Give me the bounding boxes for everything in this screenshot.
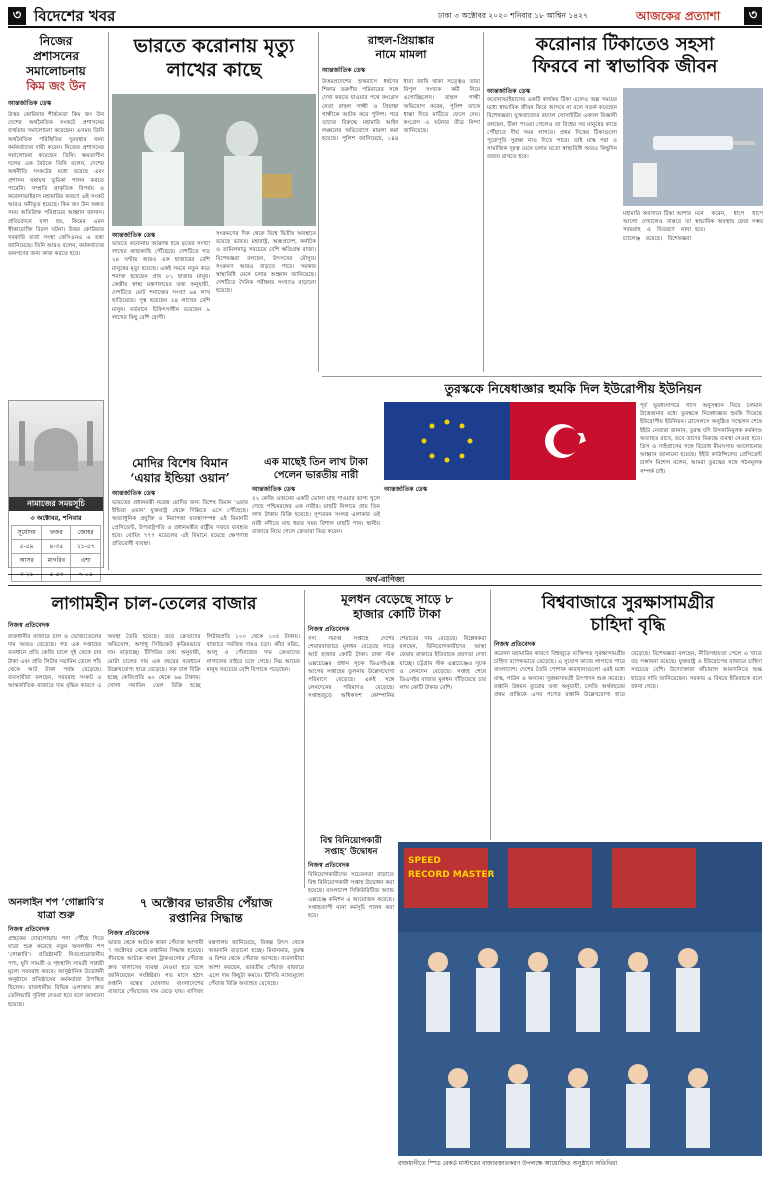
india-headline-1: ভারতে করোনায় মৃত্যু [133,35,295,57]
ad-text-record-master: RECORD MASTER [408,870,495,880]
capital-story [308,592,486,832]
investor-byline: নিজস্ব প্রতিবেদক [308,862,350,869]
ad-text-speed: SPEED [408,856,441,866]
prayer-times-box [8,400,104,578]
vaccine-byline: আন্তর্জাতিক ডেস্ক [487,88,531,95]
investor-story [308,836,394,1186]
rice-headline: লাগামহীন চাল-তেলের বাজার [51,594,257,614]
prayer-cell: সূর্যোদয় [12,526,42,540]
kim-body: উত্তর কোরিয়ার শীর্ষনেতা কিম জং উন দেশের অর্থনৈতিক সংকটে প্রশাসনের ব্যর্থতার সমালোচনা করেছেন। এসময় তিনি অর্থনৈতিক পরিস্থিতির দুরবস্থার জন্য কর্মকর্তাদের দায়ী করেন। নিজের প্রশাসনের সমালোচনা করেছেন তিনি। ক্ষমতাসীন দলের এক বৈঠকে তিনি বলেন, দেশের অর্থনীতি সংকটের মধ্যে রয়েছে এবং প্রশাসন যথাযথ ভূমিকা পালন করতে পারেনি। সম্প্রতি প্রাকৃতিক বিপর্যয় ও করোনাভাইরাস মহামারির কারণে এই সংকট আরও ঘনীভূত হয়েছে। কিম জং উন অন্তত সময় অতিরিক্ত পরিশ্রমের আহ্বান জানান। প্রতিবেদনে বলা হয়, কিমের এমন স্বীকারোক্তি বিরল ঘটনা। উত্তর কোরিয়ার সরকারি বার্তা সংস্থা কেসিএনএ এ তথ্য জানিয়েছে। তিনি আরও বলেন, কর্মকর্তাদের জনগণের জন্য কাজ করতে হবে। [8,112,104,258]
prayer-cell: ১১-৫৭ [71,540,101,554]
prayer-cell: জোহর [71,526,101,540]
golabi-story [8,896,104,1188]
prayer-table-wrap [11,525,101,578]
woman-byline: আন্তর্জাতিক ডেস্ক [252,486,296,493]
capital-byline: নিজস্ব প্রতিবেদক [308,626,350,633]
section-title: বিদেশের খবর [34,7,116,25]
photo-caption: রাজধানীতে স্পিড রেকর্ড মাস্টারের বাজারজাতকরণ উপলক্ষে আয়োজিত অনুষ্ঠানে অতিথিরা [398,1160,618,1167]
page-number-badge: ৩ [8,7,26,25]
kim-headline-2: প্রশাসনের [32,49,80,63]
golabi-byline: নিজস্ব প্রতিবেদক [8,926,50,933]
prayer-cell: ৩-২১ [12,568,42,582]
column-rule [318,32,319,372]
modi-story [112,456,248,570]
page-number-right: ৩ [744,7,762,25]
safety-byline: নিজস্ব প্রতিবেদক [494,641,536,648]
investor-headline-2: সপ্তাহ’ উদ্বোধন [324,847,378,857]
record-master-event-photo [398,842,762,1156]
onion-byline: নিজস্ব প্রতিবেদক [108,930,150,937]
golabi-headline: অনলাইন শপ ‘গোল্লাবি’র যাত্রা শুরু [8,897,104,921]
business-section-label: অর্থ-বাণিজ্য [298,575,472,585]
turkey-body: পূর্ব ভূমধ্যসাগরে গ্যাস অনুসন্ধান নিয়ে চলমান উত্তেজনার মধ্যে তুরস্ককে নিষেধাজ্ঞার হুমকি দিয়েছে ইউরোপীয় ইউনিয়ন। ব্রাসেলসে অনুষ্ঠিত সম্মেলন শেষে ইইউ নেতারা জানান, তুরস্ক যদি উসকানিমূলক কর্মকাণ্ড অব্যাহত রাখে, তবে তাদের বিরুদ্ধে ব্যবস্থা নেওয়া হবে। গ্রিস ও সাইপ্রাসের সঙ্গে বিরোধ মীমাংসায় আলোচনার আহ্বান জানানো হয়েছে। ইইউ কাউন্সিলের প্রেসিডেন্ট চার্লস মিশেল বলেন, আমরা তুরস্কের সঙ্গে গঠনমূলক সম্পর্ক চাই। [640,403,762,475]
rahul-headline-2: নামে মামলা [375,48,427,61]
prayer-cell: এশা [71,554,101,568]
capital-headline-2: হাজার কোটি টাকা [353,607,441,621]
mosque-illustration [9,401,103,497]
turkey-headline: তুরস্ককে নিষেধাজ্ঞার হুমকি দিল ইউরোপীয় ইউনিয়ন [444,381,702,396]
safety-headline-1: বিশ্ববাজারে সুরক্ষাসামগ্রীর [541,593,715,613]
page-header [8,6,762,28]
kim-headline-1: নিজের [39,34,73,48]
onion-body: ভারত থেকে আটকে থাকা পেঁয়াজ আগামী ৭ অক্টোবর থেকে রপ্তানির সিদ্ধান্ত হয়েছে। সীমান্তে আটকে থাকা ট্রাকগুলোর পেঁয়াজ দ্রুত খালাসের ব্যবস্থা নেওয়া হবে বলে জানিয়েছেন সংশ্লিষ্টরা। গত মাসে হঠাৎ রপ্তানি বন্ধের ঘোষণায় বাংলাদেশের বাজারে পেঁয়াজের দাম বেড়ে যায়। বাণিজ্য মন্ত্রণালয় জানিয়েছে, বিকল্প উৎস থেকে আমদানি বাড়ানো হচ্ছে। মিয়ানমার, তুরস্ক ও মিশর থেকে পেঁয়াজ আসছে। ব্যবসায়ীরা আশা করছেন, ভারতীয় পেঁয়াজ বাজারে এলে দাম কিছুটা কমবে। টিসিবি ন্যায্যমূল্যে পেঁয়াজ বিক্রি অব্যাহত রেখেছে। [108,940,304,996]
prayer-cell: ৪-৩৫ [42,540,71,554]
investor-body: বিনিয়োগকারীদের সচেতনতা বাড়াতে বিশ্ব বিনিয়োগকারী সপ্তাহ উদ্বোধন করা হয়েছে। বাংলাদেশ সিকিউরিটিজ অ্যান্ড এক্সচেঞ্জ কমিশন এ আয়োজন করেছে। সপ্তাহব্যাপী নানা কর্মসূচি পালন করা হবে। [308,872,394,920]
woman-headline-1: এক মাছেই তিন লাখ টাকা [264,457,368,468]
prayer-date: ৩ অক্টোবর, শনিবার [30,514,82,522]
prayer-row [12,526,101,540]
capital-headline-1: মূলধন বেড়েছে সাড়ে ৮ [341,592,453,606]
kim-headline-4: কিম জং উন [26,79,86,93]
column-rule [483,32,484,372]
ppe-workers-photo [112,94,316,226]
prayer-cell: মাগরিব [42,554,71,568]
prayer-title: নামাজের সময়সূচি [9,497,103,511]
turkey-story [384,380,762,570]
rice-body: রাজধানীর বাজারে চাল ও ভোজ্যতেলের দাম আরও বেড়েছে। গত এক সপ্তাহের ব্যবধানে প্রতি কেজি চালে দুই থেকে চার টাকা এবং প্রতি লিটার সয়াবিন তেলে পাঁচ থেকে আট টাকা পর্যন্ত বেড়েছে। ব্যবসায়ীরা বলছেন, সরবরাহ সংকট ও আন্তর্জাতিক বাজারে দাম বৃদ্ধির কারণে এ অবস্থা তৈরি হয়েছে। তবে ক্রেতাদের অভিযোগ, অসাধু সিন্ডিকেট কৃত্রিমভাবে দাম বাড়াচ্ছে। টিসিবির তথ্য অনুযায়ী, মোটা চালের দাম এক বছরের ব্যবধানে উল্লেখযোগ্য হারে বেড়েছে। সরু চাল বিক্রি হচ্ছে কেজিপ্রতি ৬০ থেকে ৬৬ টাকায়। খোলা সয়াবিন তেল বিক্রি হচ্ছে লিটারপ্রতি ১০০ থেকে ১০৫ টাকায়। বাজারে সবজির দামও চড়া। কাঁচা মরিচ, আলু ও পেঁয়াজের দাম ক্রেতাদের নাগালের বাইরে চলে গেছে। নিম্ন আয়ের মানুষ সবচেয়ে বেশি বিপাকে পড়েছেন। [8,634,300,690]
business-section-band [8,574,762,586]
masthead-logo: আজকের প্রত্যাশা [636,9,721,23]
vaccine-photo [623,88,763,206]
capital-body: সদ্য সমাপ্ত সপ্তাহে দেশের শেয়ারবাজারে মূলধন বেড়েছে সাড়ে আট হাজার কোটি টাকা। ঢাকা স্টক এক্সচেঞ্জের প্রধান সূচক ডিএসইএক্স আগের সপ্তাহের তুলনায় উল্লেখযোগ্য পরিমাণে বেড়েছে। একই সঙ্গে লেনদেনের পরিমাণও বেড়েছে। সপ্তাহজুড়ে অধিকাংশ কোম্পানির শেয়ারের দাম বেড়েছে। বিশ্লেষকরা বলছেন, বিনিয়োগকারীদের আস্থা ফেরায় বাজারে ইতিবাচক প্রবণতা দেখা যাচ্ছে। চট্টগ্রাম স্টক এক্সচেঞ্জেও সূচক ও লেনদেন বেড়েছে। সপ্তাহ শেষে ডিএসইর বাজার মূলধন দাঁড়িয়েছে চার লাখ কোটি টাকার বেশি। [308,636,486,700]
india-headline-2: লাখের কাছে [166,59,262,81]
rice-byline: নিজস্ব প্রতিবেদক [8,622,50,629]
india-byline: আন্তর্জাতিক ডেস্ক [112,232,156,239]
golabi-body: গ্রাহকের দোরগোড়ায় পণ্য পৌঁছে দিতে যাত্রা শুরু করেছে নতুন অনলাইন শপ ‘গোল্লাবি’। প্রতিষ্ঠানটি নিত্যপ্রয়োজনীয় পণ্য, মুদি সামগ্রী ও গৃহস্থালি সামগ্রী সাশ্রয়ী মূল্যে সরবরাহ করবে। আনুষ্ঠানিক উদ্বোধনী অনুষ্ঠানে প্রতিষ্ঠানের কর্মকর্তারা উপস্থিত ছিলেন। রাজধানীর বিভিন্ন এলাকায় দ্রুত ডেলিভারি সুবিধা দেওয়া হবে বলে জানানো হয়েছে। [8,936,104,1008]
prayer-row [12,554,101,568]
event-photo [398,842,762,1156]
rahul-byline: আন্তর্জাতিক ডেস্ক [322,67,366,74]
onion-headline-1: ৭ অক্টোবর ভারতীয় পেঁয়াজ [139,896,273,910]
mosque-icon [9,401,103,497]
rice-story [8,592,300,892]
kim-headline-3: সমালোচনায় [26,64,86,78]
onion-story [108,896,304,1188]
dateline: ঢাকা ৩ অক্টোবর ২০২০ শনিবার ১৮ আশ্বিন ১৪২৭ [438,11,588,20]
prayer-cell: ৫-৫৯ [12,540,42,554]
vaccine-body-2: মহামারি অবসানে টিকা আশার আলো দেখালেও বাস্তবে তা সরবরাহ ও বিতরণে নানা চ্যালেঞ্জ রয়েছে। বিশেষজ্ঞরা মনে করেন, ধাপে ধাপে স্বাভাবিক অবস্থায় ফেরা সম্ভব হবে। [623,211,763,242]
rahul-body: উত্তরপ্রদেশের হাথরাসে ধর্ষণের শিকার তরুণীর পরিবারের সঙ্গে দেখা করতে যাওয়ার পথে কংগ্রেস নেতা রাহুল গান্ধী ও প্রিয়াঙ্কা গান্ধীকে আটক করে পুলিশ। পরে তাদের বিরুদ্ধে মহামারি আইন লঙ্ঘনের অভিযোগে মামলা করা হয়েছে। পুলিশ জানিয়েছে, ১৪৪ ধারা জারি থাকা সত্ত্বেও তারা বিপুল সংখ্যক কর্মী নিয়ে এগোচ্ছিলেন। রাহুল গান্ধী অভিযোগ করেন, পুলিশ তাকে ধাক্কা দিয়ে মাটিতে ফেলে দেয়। কংগ্রেস এ ঘটনার তীব্র নিন্দা জানিয়েছে। [322,79,480,143]
safety-body: করোনা মহামারির কারণে বিশ্বজুড়ে ব্যক্তিগত সুরক্ষাসামগ্রীর চাহিদা ব্যাপকভাবে বেড়েছে। এ সুযোগ কাজে লাগাতে পারে বাংলাদেশ। দেশের তৈরি পোশাক কারখানাগুলো এরই মধ্যে মাস্ক, গাউন ও অন্যান্য সুরক্ষাসামগ্রী উৎপাদন শুরু করেছে। রপ্তানি উন্নয়ন ব্যুরোর তথ্য অনুযায়ী, চলতি অর্থবছরের প্রথম প্রান্তিকে এসব পণ্যের রপ্তানি উল্লেখযোগ্য হারে বেড়েছে। বিশেষজ্ঞরা বলছেন, নীতিসহায়তা পেলে এ খাতে বড় সম্ভাবনা রয়েছে। যুক্তরাষ্ট্র ও ইউরোপের বাজারে চাহিদা সবচেয়ে বেশি। উদ্যোক্তারা কাঁচামাল আমদানিতে শুল্ক ছাড়ের দাবি জানিয়েছেন। সরকার এ বিষয়ে ইতিবাচক বলে জানা গেছে। [494,651,762,699]
india-photo [112,94,316,226]
rahul-headline-1: রাহুল-প্রিয়াঙ্কার [367,34,435,47]
modi-byline: আন্তর্জাতিক ডেস্ক [112,490,156,497]
vaccine-headline-1: করোনার টিকাতেও সহসা [535,34,715,55]
turkey-byline: আন্তর্জাতিক ডেস্ক [384,486,428,493]
column-rule [304,590,305,888]
column-rule [108,32,109,570]
modi-body: ভারতের প্রধানমন্ত্রী নরেন্দ্র মোদির জন্য বিশেষ বিমান ‘এয়ার ইন্ডিয়া ওয়ান’ যুক্তরাষ্ট্র থেকে দিল্লিতে এসে পৌঁছেছে। অত্যাধুনিক প্রযুক্তি ও নিরাপত্তা ব্যবস্থাসম্পন্ন এই বিমানটি প্রেসিডেন্ট, উপরাষ্ট্রপতি ও প্রধানমন্ত্রীর রাষ্ট্রীয় সফরে ব্যবহৃত হবে। বোয়িং ৭৭৭ মডেলের এই বিমানে রয়েছে ক্ষেপণাস্ত্র প্রতিরোধী ব্যবস্থা। [112,500,248,548]
vaccine-body: করোনাভাইরাসের একটি কার্যকর টিকা এলেও অল্প সময়ের মধ্যে স্বাভাবিক জীবন ফিরে আসবে না বলে সতর্ক করেছেন বিশেষজ্ঞরা। যুক্তরাজ্যের রয়্যাল সোসাইটির একদল বিজ্ঞানী বলছেন, টিকা পাওয়া গেলেও তা বিশ্বের সব মানুষের কাছে পৌঁছাতে দীর্ঘ সময় লাগবে। প্রথম দিকের টিকাগুলো পুরোপুরি সুরক্ষা নাও দিতে পারে। তাই মাস্ক পরা ও সামাজিক দূরত্ব মেনে চলার মতো স্বাস্থ্যবিধি আরও কিছুদিন বজায় রাখতে হবে। [487,97,617,161]
modi-headline-2: ‘এয়ার ইন্ডিয়া ওয়ান’ [130,471,230,485]
investor-headline-1: বিশ্ব বিনিয়োগকারী [320,836,382,846]
prayer-cell: ফজর [42,526,71,540]
woman-body: ৫২ কেজি ওজনের একটি ভোলা মাছ পাওয়ার ভাগ্য খুলে গেছে পশ্চিমবঙ্গের এক নারীর। মাছটি নিলামে প্রায় তিন লাখ টাকায় বিক্রি হয়েছে। সুন্দরবন সংলগ্ন এলাকার ওই নারী নদীতে মাছ ধরার সময় বিশাল মাছটি পান। স্থানীয় বাজারে নিয়ে গেলে ক্রেতারা ভিড় করেন। [252,496,380,535]
onion-headline-2: রপ্তানির সিদ্ধান্ত [169,911,243,925]
turkey-eu-flags-photo [384,402,636,480]
modi-headline-1: মোদির বিশেষ বিমান [132,456,228,470]
india-body-2: সংক্রমণের দিক থেকে বিশ্বে দ্বিতীয় অবস্থানে রয়েছে ভারত। মহারাষ্ট্র, অন্ধ্রপ্রদেশ, কর্নাটক ও তামিলনাড়ু সবচেয়ে বেশি ক্ষতিগ্রস্ত রাজ্য। বিশেষজ্ঞরা বলছেন, উৎসবের মৌসুমে সংক্রমণ আরও বাড়তে পারে। সরকার স্বাস্থ্যবিধি মেনে চলার আহ্বান জানিয়েছে। দেশটিতে দৈনিক পরীক্ষার সংখ্যাও বাড়ানো হয়েছে। [216,231,316,295]
flags-photo [384,402,636,480]
column-rule [490,590,491,840]
prayer-cell: আসর [12,554,42,568]
prayer-cell: ৭-০৫ [71,568,101,582]
section-rule [322,376,762,377]
kim-story [8,34,104,394]
woman-headline-2: পেলেন ভারতীয় নারী [273,470,359,481]
vaccine-story [487,34,763,374]
prayer-cell: ৫-৫৩ [42,568,71,582]
vaccine-headline-2: ফিরবে না স্বাভাবিক জীবন [532,56,718,77]
kim-byline: আন্তর্জাতিক ডেস্ক [8,100,52,107]
prayer-row [12,540,101,554]
woman-story [252,456,380,570]
safety-headline-2: চাহিদা বৃদ্ধি [590,615,666,635]
safety-story [494,592,762,836]
india-body-1: ভারতে করোনায় আক্রান্ত হয়ে মৃতের সংখ্যা লাখের কাছাকাছি পৌঁছেছে। দেশটিতে গত ২৪ ঘণ্টায় আরও এক হাজারের বেশি মানুষের মৃত্যু হয়েছে। একই সময়ে নতুন করে শনাক্ত হয়েছেন প্রায় ৮১ হাজার মানুষ। কেন্দ্রীয় স্বাস্থ্য মন্ত্রণালয়ের তথ্য অনুযায়ী, দেশটিতে মোট শনাক্তের সংখ্যা ৬৪ লাখ ছাড়িয়েছে। সুস্থ হয়েছেন ৫৪ লাখের বেশি মানুষ। বর্তমানে চিকিৎসাধীন রয়েছেন ৯ লাখের কিছু বেশি রোগী। [112,241,210,321]
syringe-photo [623,88,763,206]
rahul-story [322,34,480,374]
